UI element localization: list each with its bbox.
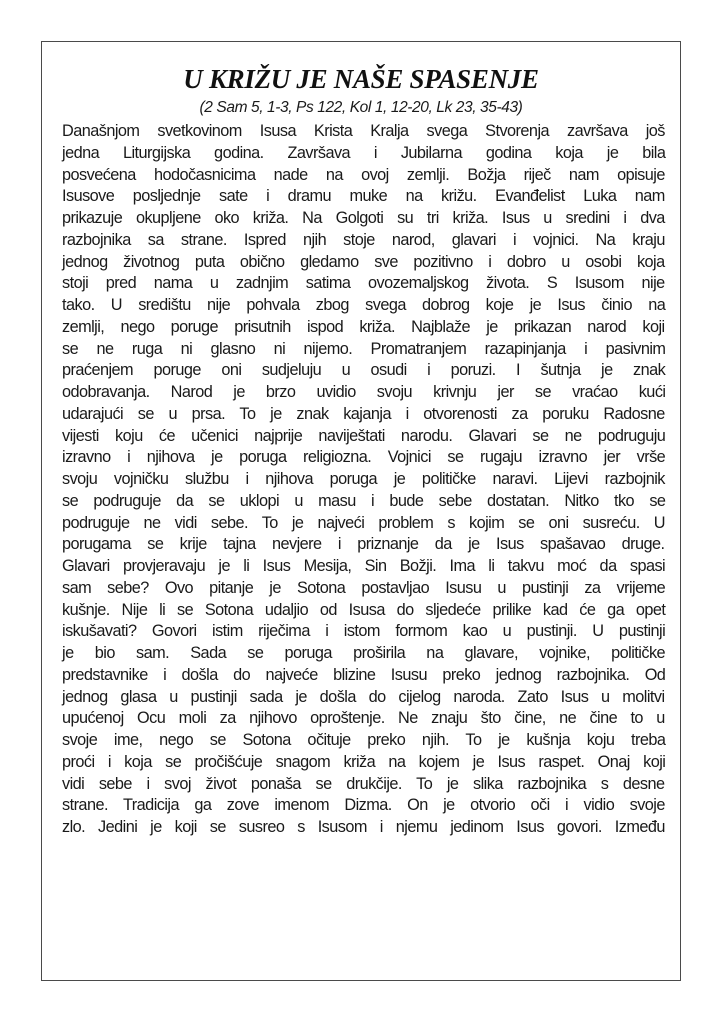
text-line: praćenjem poruge oni sudjeluju u osudi i poruzi. I šutnja je znak (62, 361, 666, 380)
text-line: Glavari provjeravaju je li Isus Mesija, Sin Božji. Ima li takvu moć da spasi (62, 557, 666, 575)
text-line: se ne ruga ni glasno ni nijemo. Promatranjem razapinjanja i pasivnim (62, 339, 666, 358)
text-line: jednog životnog puta obično gledamo sve pozitivno i dobro u osobi koja (62, 252, 665, 271)
text-line: kušnje. Nije li se Sotona udaljio od Isusa do sljedeće prilike kad će ga opet (62, 600, 666, 619)
text-line: jedna Liturgijska godina. Završava i Jubilarna godina koja je bila (62, 143, 666, 162)
body-text (62, 121, 665, 839)
scripture-references: (2 Sam 5, 1-3, Ps 122, Kol 1, 12-20, Lk 23, 35-43) (199, 99, 523, 116)
text-line: tako. U središtu nije pohvala zbog svega dobrog koje je Isus činio na (62, 296, 666, 314)
text-line: proći i koja se pročišćuje snagom križa na kojem je Isus raspet. Onaj koji (62, 752, 666, 771)
text-line: Današnjom svetkovinom Isusa Krista Kralja svega Stvorenja završava još (62, 122, 665, 140)
text-line: razbojnika sa strane. Ispred njih stoje narod, glavari i vojnici. Na kraju (62, 230, 665, 249)
text-line: jednog glasa u pustinji sada je došla do cijelog naroda. Zato Isus u molitvi (62, 687, 665, 706)
text-line: iskušavati? Govori istim riječima i istom formom kao u pustinji. U pustinji (62, 622, 666, 641)
text-line: izravno i njihova je poruga religiozna. Vojnici se rugaju izravno jer vrše (62, 448, 666, 467)
text-line: svoju vojničku službu i njihova poruga je političke naravi. Lijevi razbojnik (62, 470, 665, 488)
text-line: zlo. Jedini je koji se susreo s Isusom i njemu jedinom Isus govori. Između (62, 818, 665, 836)
text-line: stoji pred nama u zadnjim satima ovozemaljskog života. S Isusom nije (62, 274, 665, 293)
text-line: porugama se krije tajna nevjere i priznanje da je Isus spašavao druge. (62, 535, 665, 554)
text-line: sam sebe? Ovo pitanje je Sotona postavljao Isusu u pustinji za vrijeme (62, 578, 666, 597)
text-line: Isusove posljednje sate i dramu muke na križu. Evanđelist Luka nam (62, 187, 665, 206)
text-line: vijesti koju će učenici najprije naviještati narodu. Glavari se ne podruguju (62, 426, 666, 445)
text-line: vidi sebe i svoj život ponaša se drukčije. To je slika razbojnika s desne (62, 774, 665, 793)
document-frame (41, 41, 681, 981)
text-line: posvećena hodočasnicima nade na ovoj zemlji. Božja riječ nam opisuje (62, 165, 665, 184)
text-line: udarajući se u prsa. To je znak kajanja i otvorenosti za poruku Radosne (62, 404, 665, 423)
text-line: odobravanja. Narod je brzo uvidio svoju krivnju jer se vraćao kući (62, 383, 666, 401)
text-line: se podruguje da se uklopi u masu i bude sebe dostatan. Nitko tko se (62, 491, 666, 510)
text-line: predstavnike i došla do najveće blizine Isusu preko jednog razbojnika. Od (62, 665, 666, 684)
text-line: zemlji, nego poruge prisutnih ispod križa. Najblaže je prikazan narod koji (62, 317, 665, 336)
page-title: U KRIŽU JE NAŠE SPASENJE (183, 64, 539, 94)
text-line: je bio sam. Sada se poruga proširila na glavare, vojnike, političke (62, 644, 666, 662)
text-line: upućenoj Ocu moli za njihovo oproštenje. Ne znaju što čine, ne čine to u (62, 709, 665, 728)
text-line: svoje ime, nego se Sotona očituje preko njih. To je kušnja koju treba (62, 731, 666, 749)
text-line: strane. Tradicija ga zove imenom Dizma. On je otvorio oči i vidio svoje (62, 796, 665, 815)
text-line: podruguje ne vidi sebe. To je najveći problem s kojim se oni susreću. U (62, 513, 665, 532)
text-line: prikazuje okupljene oko križa. Na Golgoti su tri križa. Isus u sredini i dva (62, 209, 665, 227)
